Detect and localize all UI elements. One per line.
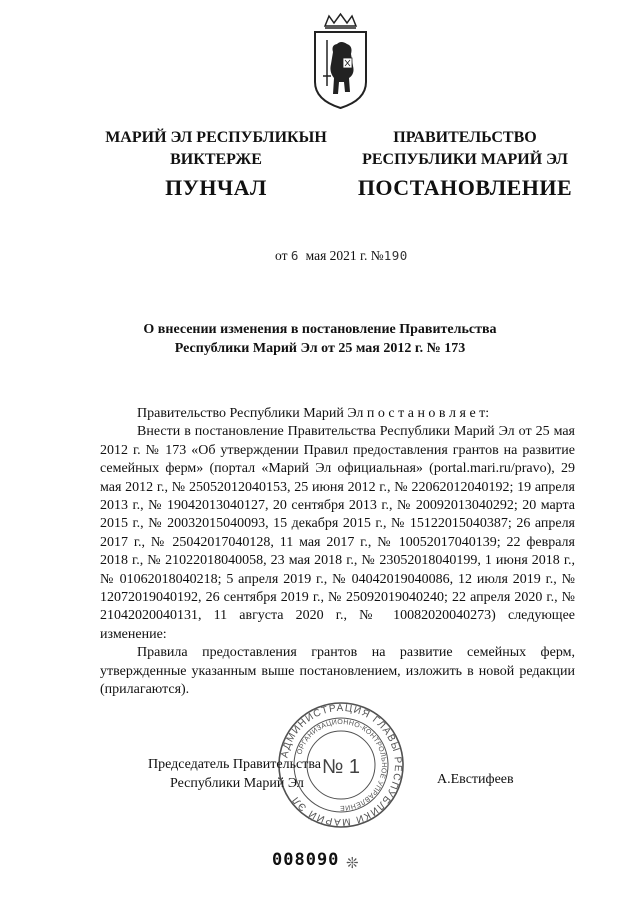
title-line2: Республики Марий Эл от 25 мая 2012 г. № 173: [174, 341, 466, 356]
header-right-title: ПОСТАНОВЛЕНИЕ: [357, 175, 573, 200]
seal-inner-text: ОРГАНИЗАЦИОННО-КОНТРОЛЬНОЕ УПРАВЛЕНИЕ: [296, 718, 388, 812]
signatory-position-line2: Республики Марий Эл: [170, 776, 304, 791]
body-intro: Правительство Республики Марий Эл п о с т а н о в л я е т:: [137, 406, 490, 421]
seal-number: № 1: [321, 756, 361, 778]
title-line1: О внесении изменения в постановление Правительства: [143, 322, 497, 337]
seal-outer-text: АДМИНИСТРАЦИЯ ГЛАВЫ РЕСПУБЛИКИ МАРИЙ ЭЛ: [279, 702, 404, 828]
header-left: [96, 127, 336, 171]
date-month-year: мая 2021 г. №: [305, 248, 384, 263]
document-title: [100, 320, 540, 358]
body-paragraph-2: Правила предоставления грантов на развитие семейных ферм, утвержденные указанным выше постановлением, изложить в новой редакции (прилагаются).: [100, 645, 575, 698]
signatory-position-line1: Председатель Правительства: [148, 757, 321, 772]
header-right-line2: РЕСПУБЛИКИ МАРИЙ ЭЛ: [362, 151, 568, 168]
coat-of-arms-emblem: [303, 12, 378, 112]
date-prefix: от: [275, 248, 288, 263]
header-left-line1: МАРИЙ ЭЛ РЕСПУБЛИКЫН: [105, 129, 327, 146]
document-body: [100, 405, 575, 700]
registration-mark-icon: ❊: [346, 856, 359, 872]
header-left-line2: ВИКТЕРЖЕ: [170, 151, 262, 168]
official-seal-stamp: [276, 700, 406, 830]
header-right-line1: ПРАВИТЕЛЬСТВО: [393, 129, 537, 146]
registration-number: 008090: [272, 850, 340, 870]
body-paragraph-1: Внести в постановление Правительства Республики Марий Эл от 25 мая 2012 г. № 173 «Об утверждении Правил предоставления грантов на развитие семейных ферм» (портал «Марий Эл официальная» (portal.mari.ru/pravo), 29 мая 2012 г., № 25052012040153, 25 июня 2012 г., № 22062012040192; 19 апреля 2013 г., № 19042013040127, 20 сентября 2013 г., № 20092013040292; 20 марта 2015 г., № 20032015040093, 15 декабря 2015 г., № 15122015040387; 26 апреля 2017 г., № 25042017040128, 11 мая 2017 г., № 10052017040139; 22 февраля 2018 г., № 21022018040058, 23 мая 2018 г., № 23052018040199, 1 июня 2018 г., № 01062018040218; 5 апреля 2019 г., № 04042019040086, 12 июля 2019 г., № 12072019040192, 26 сентября 2019 г., № 25092019040240; 22 апреля 2020 г., № 21042020040131, 11 августа 2020 г., № 10082020040273) следующее изменение:: [100, 424, 575, 642]
document-number: 190: [383, 248, 408, 263]
signatory-name: А.Евстифеев: [437, 772, 514, 787]
header-left-title: ПУНЧАЛ: [165, 175, 267, 200]
date-line: [275, 248, 408, 264]
header-right: [350, 127, 580, 171]
date-day: 6: [290, 248, 299, 263]
